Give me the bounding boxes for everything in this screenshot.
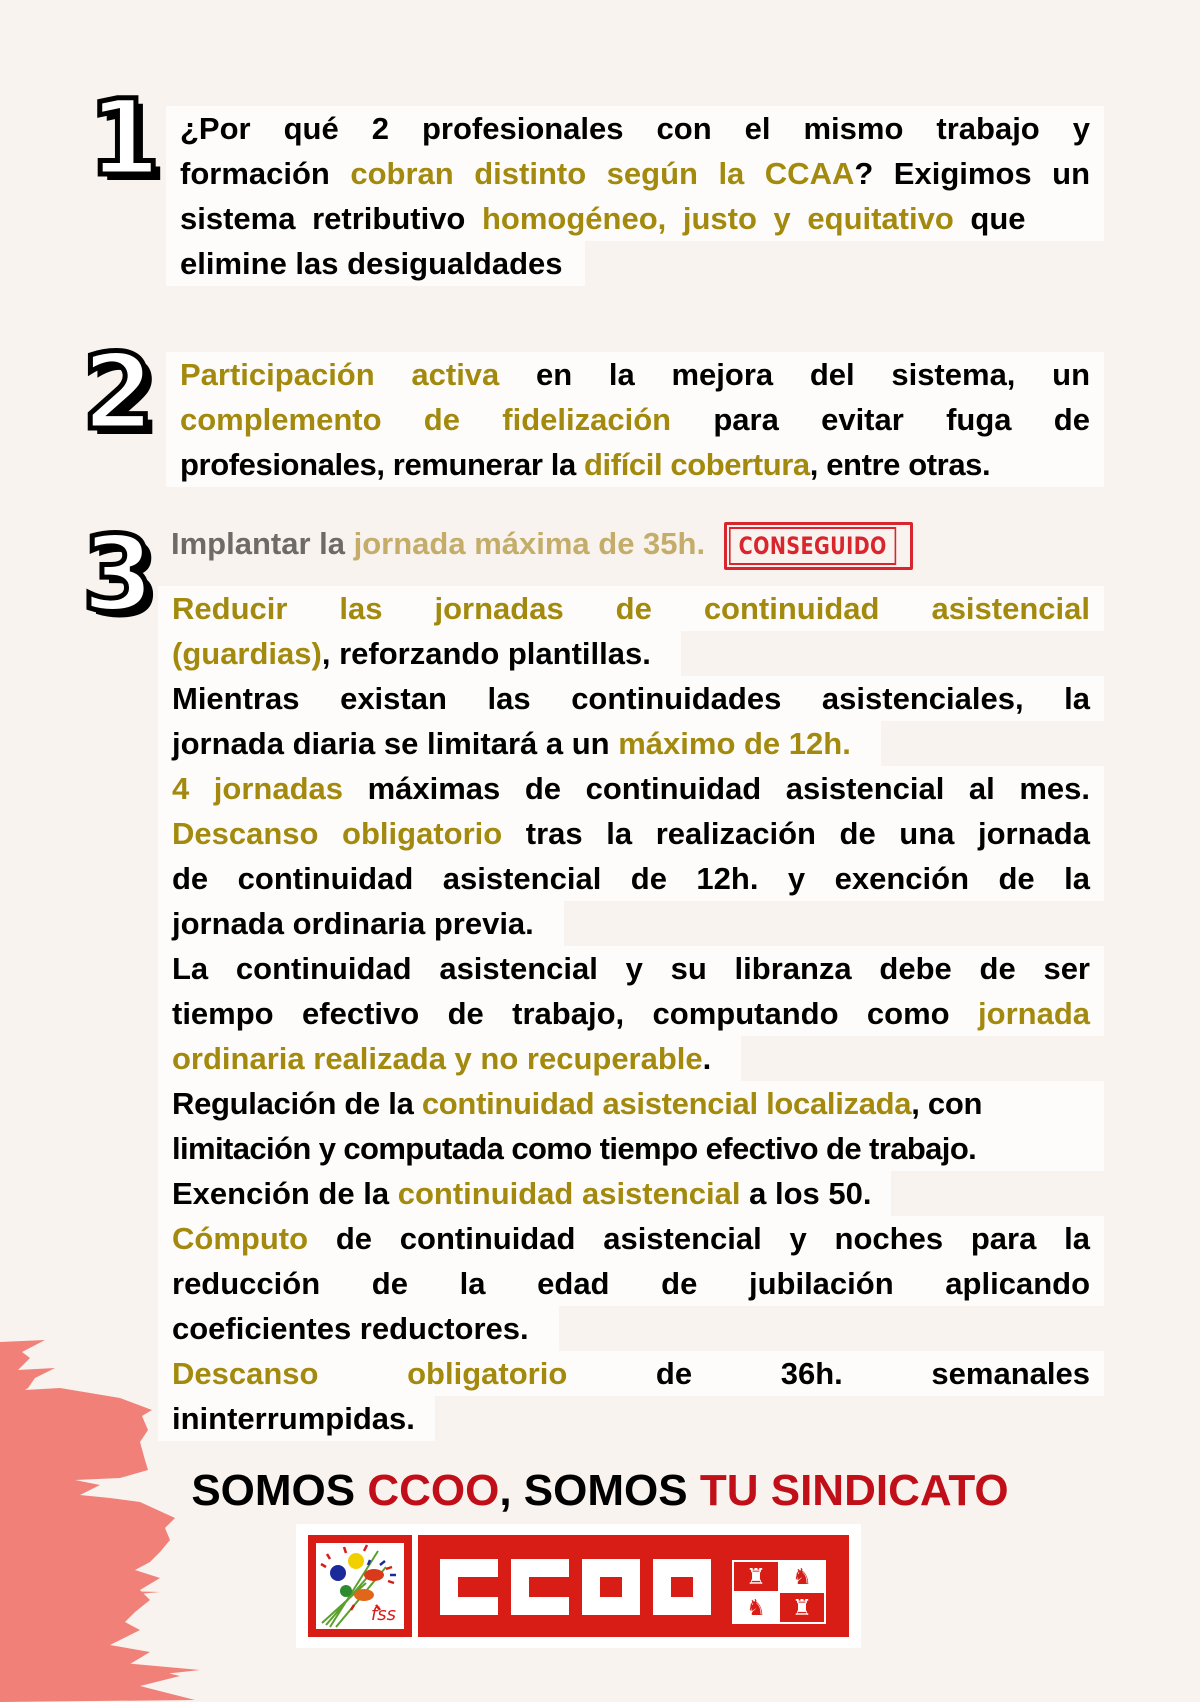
text-line: Exención de la continuidad asistencial a los 50.	[158, 1171, 891, 1216]
text-line: Descanso obligatorio de 36h. semanales	[158, 1351, 1104, 1396]
slogan: SOMOS CCOO, SOMOS TU SINDICATO	[191, 1466, 1009, 1515]
letter-o	[582, 1559, 640, 1615]
letter-o	[653, 1559, 711, 1615]
letter-c	[511, 1559, 569, 1615]
text-line: elimine las desigualdades	[166, 241, 585, 286]
text-line: sistema retributivo homogéneo, justo y equitativo que	[166, 196, 1104, 241]
text-line: La continuidad asistencial y su libranza debe de ser	[158, 946, 1104, 991]
text-line: Participación activa en la mejora del sistema, un	[166, 352, 1104, 397]
ccoo-wordmark	[418, 1535, 849, 1637]
text-line: coeficientes reductores.	[158, 1306, 559, 1351]
fss-logo: fss	[308, 1535, 412, 1637]
section-2-text	[166, 352, 1104, 487]
number-one-icon: 1	[88, 77, 161, 199]
text-line: Cómputo de continuidad asistencial y noches para la	[158, 1216, 1104, 1261]
ccoo-logo	[296, 1524, 861, 1648]
text-line: jornada diaria se limitará a un máximo de 12h.	[158, 721, 881, 766]
section-3-text	[158, 586, 1104, 1441]
text-line: Reducir las jornadas de continuidad asistencial	[158, 586, 1104, 631]
number-two-icon: 2	[82, 331, 155, 453]
conseguido-stamp: CONSEGUIDO	[724, 522, 913, 570]
section-1-text	[166, 106, 1104, 286]
text-line: Mientras existan las continuidades asistenciales, la	[158, 676, 1104, 721]
text-line: jornada ordinaria previa.	[158, 901, 564, 946]
letter-c	[440, 1559, 498, 1615]
text-line: profesionales, remunerar la difícil cobertura, entre otras.	[166, 442, 1104, 487]
text-line: (guardias), reforzando plantillas.	[158, 631, 681, 676]
text-line: 4 jornadas máximas de continuidad asistencial al mes.	[158, 766, 1104, 811]
text-line: tiempo efectivo de trabajo, computando como jornada	[158, 991, 1104, 1036]
number-three-icon: 3	[82, 513, 155, 635]
achieved-goal: Implantar la jornada máxima de 35h. CONSEGUIDO	[171, 522, 913, 570]
lion-icon: ♞	[734, 1593, 778, 1622]
text-line: de continuidad asistencial de 12h. y exención de la	[158, 856, 1104, 901]
text-line: limitación y computada como tiempo efectivo de trabajo.	[158, 1126, 1104, 1171]
text-line: formación cobran distinto según la CCAA? Exigimos un	[166, 151, 1104, 196]
text-line: reducción de la edad de jubilación aplicando	[158, 1261, 1104, 1306]
ccoo-letters	[440, 1559, 711, 1615]
text-line: ordinaria realizada y no recuperable.	[158, 1036, 741, 1081]
castle-icon: ♜	[780, 1593, 824, 1622]
text-line: complemento de fidelización para evitar fuga de	[166, 397, 1104, 442]
text-line: Regulación de la continuidad asistencial localizada, con	[158, 1081, 1104, 1126]
text-line: ¿Por qué 2 profesionales con el mismo trabajo y	[166, 106, 1104, 151]
text-line: Descanso obligatorio tras la realización de una jornada	[158, 811, 1104, 856]
castilla-la-mancha-shield-icon	[732, 1560, 826, 1624]
text-line: ininterrumpidas.	[158, 1396, 435, 1441]
lion-icon: ♞	[780, 1562, 824, 1591]
castle-icon: ♜	[734, 1562, 778, 1591]
